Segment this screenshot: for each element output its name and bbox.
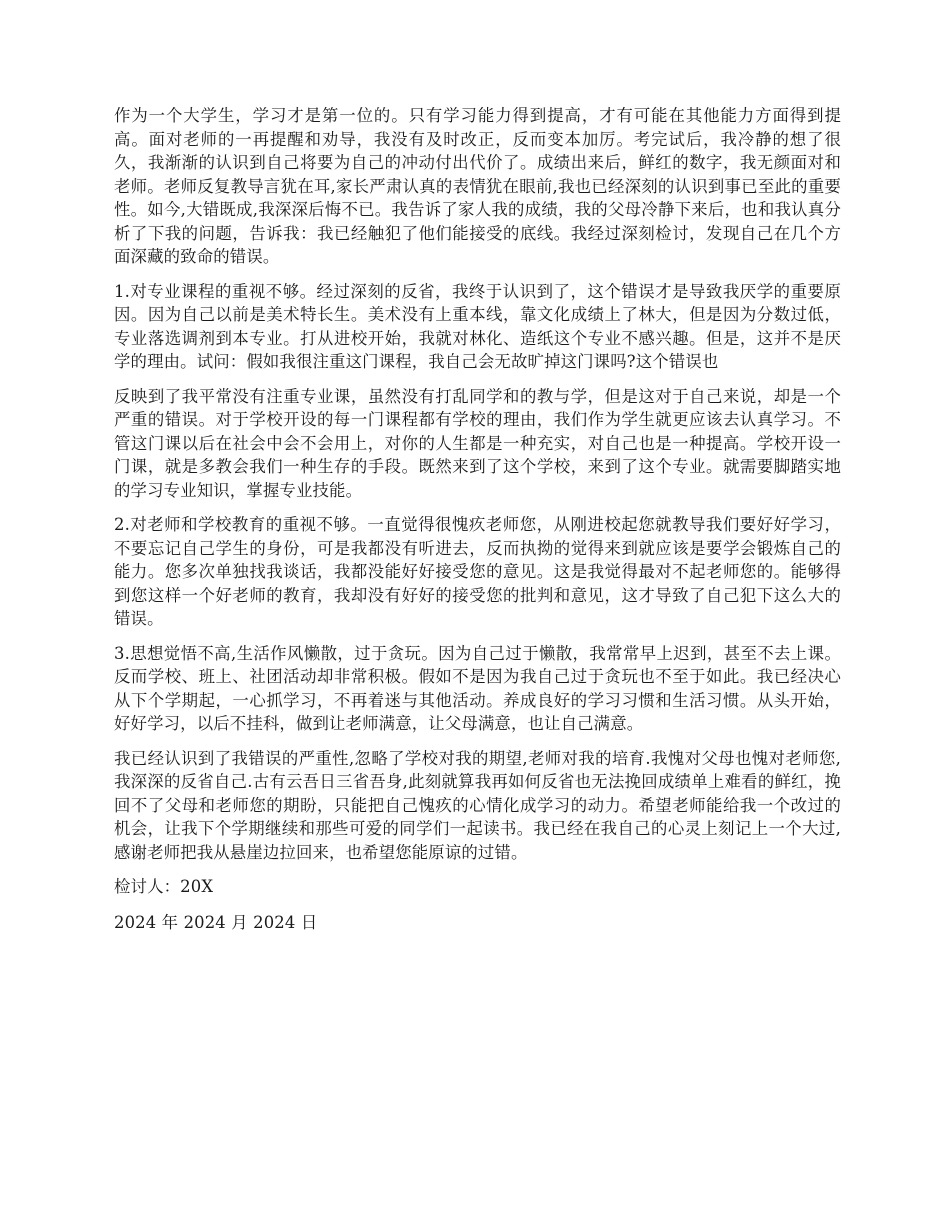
paragraph-conclusion: 我已经认识到了我错误的严重性,忽略了学校对我的期望,老师对我的培育.我愧对父母也愧对老师您,我深深的反省自己.古有云吾日三省吾身,此刻就算我再如何反省也无法挽回成绩单上难看的鲜红，挽回不了父母和老师您的期盼，只能把自己愧疚的心情化成学习的动力。希望老师能给我一个改过的机会，让我下个学期继续和那些可爱的同学们一起读书。我已经在我自己的心灵上刻记上一个大过,感谢老师把我从悬崖边拉回来，也希望您能原谅的过错。 xyxy=(114,748,841,862)
signer-line: 检讨人：20X xyxy=(114,877,214,896)
paragraph-point-1-continued: 反映到了我平常没有注重专业课，虽然没有打乱同学和的教与学，但是这对于自己来说，却是一个严重的错误。对于学校开设的每一门课程都有学校的理由，我们作为学生就更应该去认真学习。不管这门课以后在社会中会不会用上，对你的人生都是一种充实，对自己也是一种提高。学校开设一门课，就是多教会我们一种生存的手段。既然来到了这个学校，来到了这个专业。就需要脚踏实地的学习专业知识，掌握专业技能。 xyxy=(114,386,841,500)
paragraph-point-1: 1.对专业课程的重视不够。经过深刻的反省，我终于认识到了，这个错误才是导致我厌学的重要原因。因为自己以前是美术特长生。美术没有上重本线，靠文化成绩上了林大，但是因为分数过低，专业落选调剂到本专业。打从进校开始，我就对林化、造纸这个专业不感兴趣。但是，这并不是厌学的理由。试问：假如我很注重这门课程，我自己会无故旷掉这门课吗?这个错误也 xyxy=(114,281,841,371)
paragraph-intro: 作为一个大学生，学习才是第一位的。只有学习能力得到提高，才有可能在其他能力方面得到提高。面对老师的一再提醒和劝导，我没有及时改正，反而变本加厉。考完试后，我冷静的想了很久，我渐渐的认识到自己将要为自己的冲动付出代价了。成绩出来后，鲜红的数字，我无颜面对和老师。老师反复教导言犹在耳,家长严肃认真的表情犹在眼前,我也已经深刻的认识到事已至此的重要性。如今,大错既成,我深深后悔不已。我告诉了家人我的成绩，我的父母冷静下来后，也和我认真分析了下我的问题，告诉我：我已经触犯了他们能接受的底线。我经过深刻检讨，发现自己在几个方面深藏的致命的错误。 xyxy=(114,106,841,266)
document-body xyxy=(114,104,841,946)
date-line: 2024 年 2024 月 2024 日 xyxy=(114,912,318,932)
paragraph-point-3: 3.思想觉悟不高,生活作风懒散，过于贪玩。因为自己过于懒散，我常常早上迟到，甚至不去上课。反而学校、班上、社团活动却非常积极。假如不是因为我自己过于贪玩也不至于如此。我已经决心从下个学期起，一心抓学习，不再着迷与其他活动。养成良好的学习习惯和生活习惯。从头开始，好好学习，以后不挂科，做到让老师满意，让父母满意，也让自己满意。 xyxy=(114,643,841,733)
paragraph-point-2: 2.对老师和学校教育的重视不够。一直觉得很愧疚老师您，从刚进校起您就教导我们要好好学习，不要忘记自己学生的身份，可是我都没有听进去，反而执拗的觉得来到就应该是要学会锻炼自己的能力。您多次单独找我谈话，我都没能好好接受您的意见。这是我觉得最对不起老师您的。能够得到您这样一个好老师的教育，我却没有好好的接受您的批判和意见，这才导致了自己犯下这么大的错误。 xyxy=(114,515,841,628)
